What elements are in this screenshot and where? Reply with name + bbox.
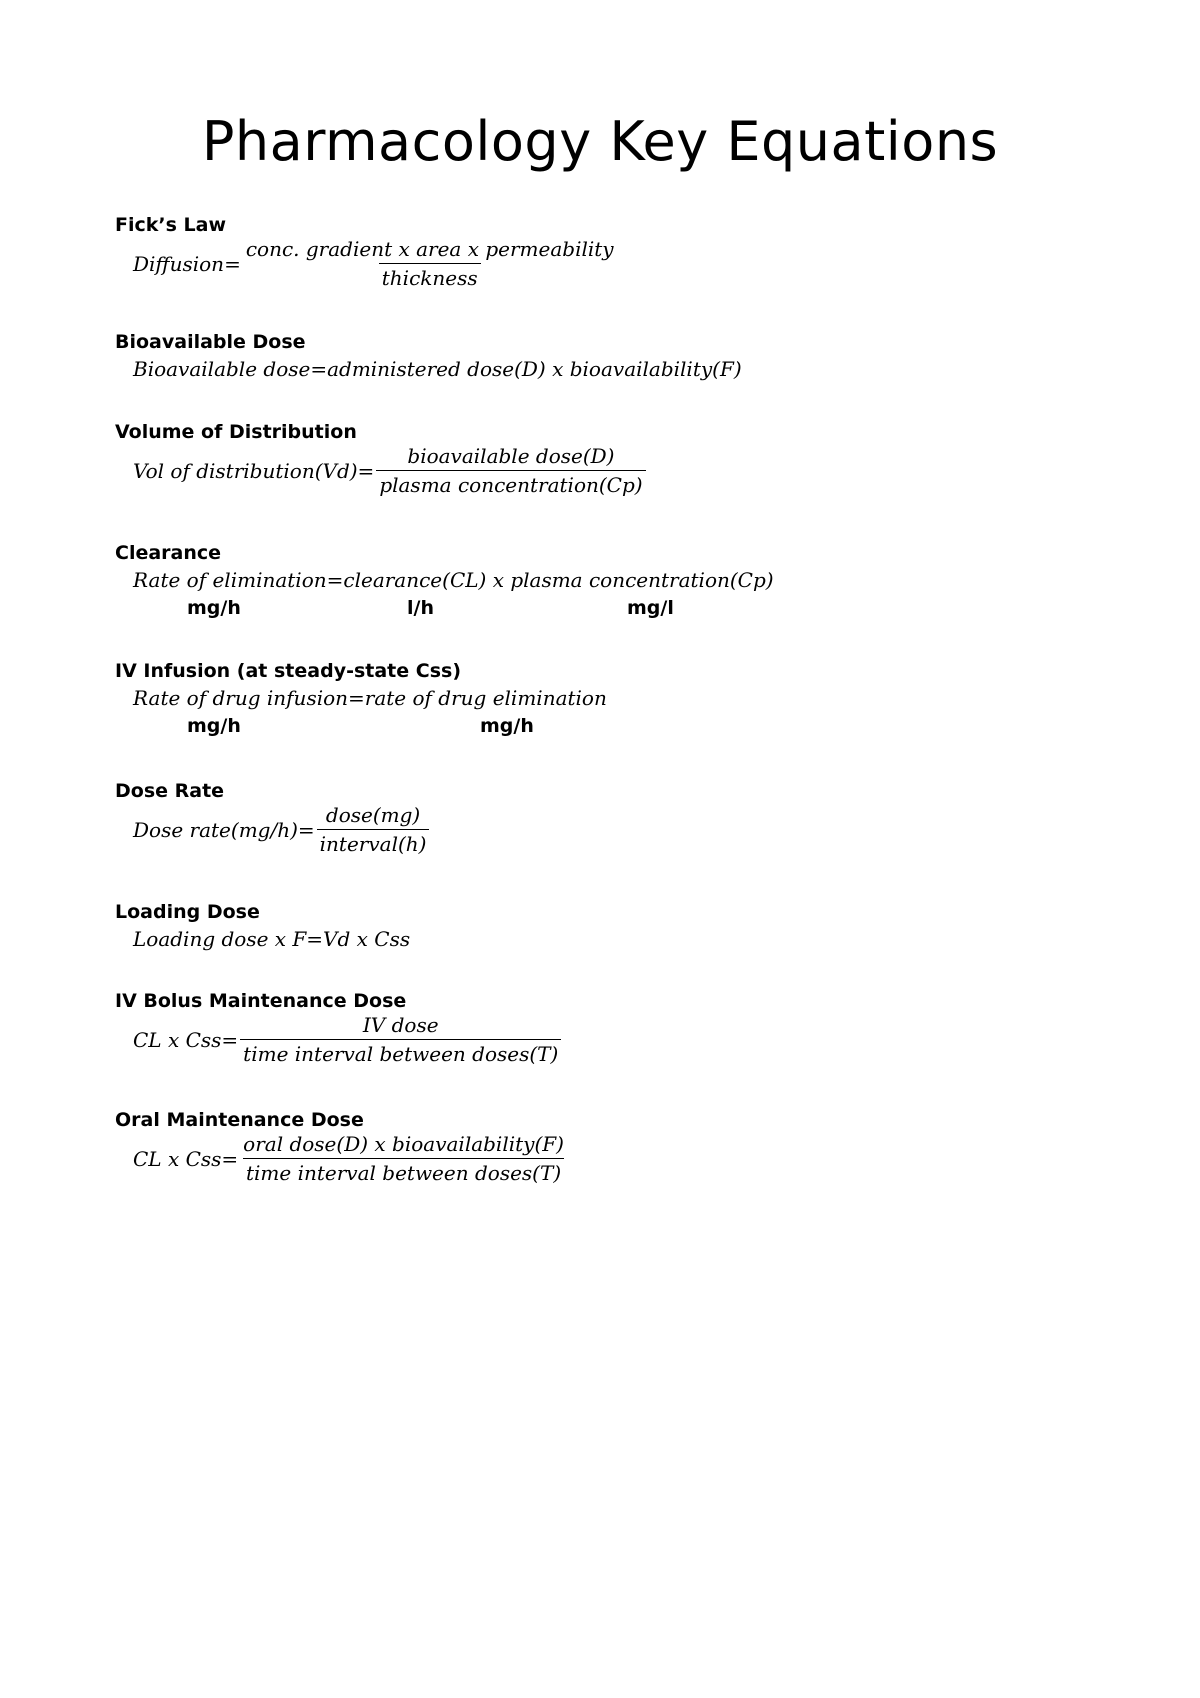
fraction xyxy=(317,803,430,856)
section-clearance xyxy=(115,541,1115,623)
equation xyxy=(133,1013,1115,1066)
equation: Rate of drug infusion=rate of drug elimination xyxy=(133,686,607,710)
section-heading: Oral Maintenance Dose xyxy=(115,1109,364,1131)
unit-label: l/h xyxy=(407,597,434,619)
section-oral-maintenance-dose xyxy=(115,1108,1115,1185)
equation xyxy=(133,803,1115,856)
denominator: time interval between doses(T) xyxy=(243,1158,564,1185)
fraction xyxy=(243,237,617,290)
section-heading: Loading Dose xyxy=(115,901,260,923)
unit-label: mg/h xyxy=(187,597,241,619)
fraction xyxy=(240,1013,561,1066)
units-row xyxy=(115,595,1115,623)
section-loading-dose xyxy=(115,900,1115,954)
numerator: oral dose(D) x bioavailability(F) xyxy=(243,1132,564,1156)
section-bioavailable-dose xyxy=(115,330,1115,384)
equation xyxy=(133,444,1115,497)
section-iv-infusion xyxy=(115,659,1115,741)
section-heading: IV Infusion (at steady-state Css) xyxy=(115,660,462,682)
denominator: time interval between doses(T) xyxy=(240,1039,561,1066)
equation-lhs: CL x Css= xyxy=(133,1146,239,1171)
numerator: bioavailable dose(D) xyxy=(407,444,615,468)
numerator: dose(mg) xyxy=(325,803,421,827)
page-title: Pharmacology Key Equations xyxy=(201,110,999,173)
unit-label: mg/h xyxy=(480,715,534,737)
denominator: interval(h) xyxy=(317,829,430,856)
fraction xyxy=(240,1132,567,1185)
section-heading: Fick’s Law xyxy=(115,214,227,236)
section-heading: Bioavailable Dose xyxy=(115,331,306,353)
section-heading: Dose Rate xyxy=(115,780,225,802)
section-dose-rate xyxy=(115,779,1115,856)
denominator: plasma concentration(Cp) xyxy=(376,470,645,497)
equation-lhs: CL x Css= xyxy=(133,1027,239,1052)
numerator: IV dose xyxy=(362,1013,439,1037)
section-heading: Clearance xyxy=(115,542,222,564)
section-heading: Volume of Distribution xyxy=(115,421,357,443)
equation: Rate of elimination=clearance(CL) x plasma concentration(Cp) xyxy=(133,568,774,592)
unit-label: mg/l xyxy=(627,597,674,619)
fraction xyxy=(376,444,645,497)
section-ficks-law xyxy=(115,213,1115,290)
denominator: thickness xyxy=(379,263,481,290)
section-volume-of-distribution xyxy=(115,420,1115,497)
section-iv-bolus-maintenance-dose xyxy=(115,989,1115,1066)
equation: Loading dose x F=Vd x Css xyxy=(133,927,411,951)
equation: Bioavailable dose=administered dose(D) x bioavailability(F) xyxy=(133,357,742,381)
equation xyxy=(133,1132,1115,1185)
equation xyxy=(133,237,1115,290)
numerator: conc. gradient x area x permeability xyxy=(245,237,614,261)
equation-lhs: Diffusion= xyxy=(133,251,241,276)
equation-lhs: Dose rate(mg/h)= xyxy=(133,817,315,842)
equation-lhs: Vol of distribution(Vd)= xyxy=(133,458,375,483)
units-row xyxy=(115,713,1115,741)
unit-label: mg/h xyxy=(187,715,241,737)
section-heading: IV Bolus Maintenance Dose xyxy=(115,990,407,1012)
